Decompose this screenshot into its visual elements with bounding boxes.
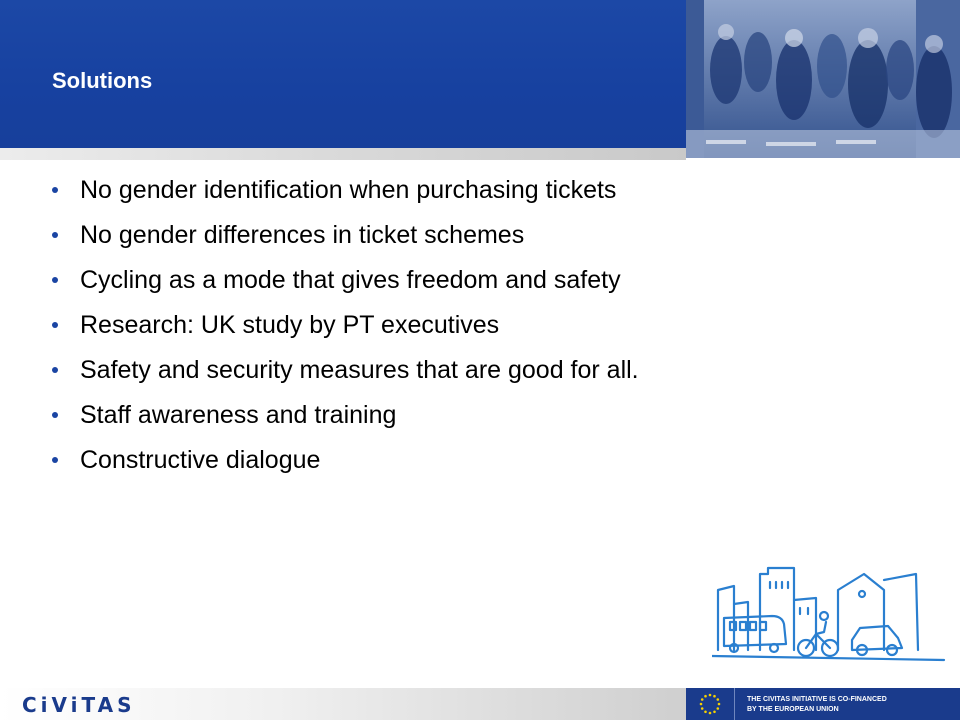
eu-flag — [686, 688, 734, 720]
bullet-dot-icon — [52, 232, 58, 238]
bullet-text: No gender differences in ticket schemes — [80, 221, 525, 249]
bullet-item — [48, 176, 688, 205]
crowd-photo-icon — [686, 0, 960, 158]
header-divider — [0, 148, 686, 160]
bullet-text: Staff awareness and training — [80, 401, 397, 429]
bullet-item — [48, 221, 688, 250]
slide-title: Solutions — [52, 68, 153, 93]
civitas-logo: CiViTAS — [22, 693, 136, 717]
footer-left-band — [0, 688, 686, 720]
bullet-dot-icon — [52, 322, 58, 328]
cofinanced-text — [747, 695, 957, 715]
bullet-list — [48, 176, 688, 491]
crowd-photo — [686, 0, 960, 158]
footer — [0, 688, 960, 720]
cofinanced-line-1: THE CIVITAS INITIATIVE IS CO-FINANCED — [747, 696, 887, 703]
bullet-dot-icon — [52, 457, 58, 463]
eu-flag-icon — [686, 688, 734, 720]
cofinanced-line-2: BY THE EUROPEAN UNION — [747, 706, 839, 713]
bullet-dot-icon — [52, 412, 58, 418]
bullet-text: Research: UK study by PT executives — [80, 311, 500, 339]
bullet-dot-icon — [52, 367, 58, 373]
bullet-dot-icon — [52, 187, 58, 193]
bullet-text: Safety and security measures that are good for all. — [80, 356, 639, 384]
footer-cofinanced-panel — [734, 688, 960, 720]
bullet-dot-icon — [52, 277, 58, 283]
bullet-text: Constructive dialogue — [80, 446, 321, 474]
bullet-item — [48, 401, 688, 430]
bullet-item — [48, 446, 688, 475]
bullet-item — [48, 266, 688, 295]
bullet-item — [48, 311, 688, 340]
bullet-text: No gender identification when purchasing tickets — [80, 176, 617, 204]
city-illustration-icon — [712, 560, 948, 668]
bullet-text: Cycling as a mode that gives freedom and safety — [80, 266, 621, 294]
header-banner — [0, 0, 686, 148]
bullet-item — [48, 356, 688, 385]
